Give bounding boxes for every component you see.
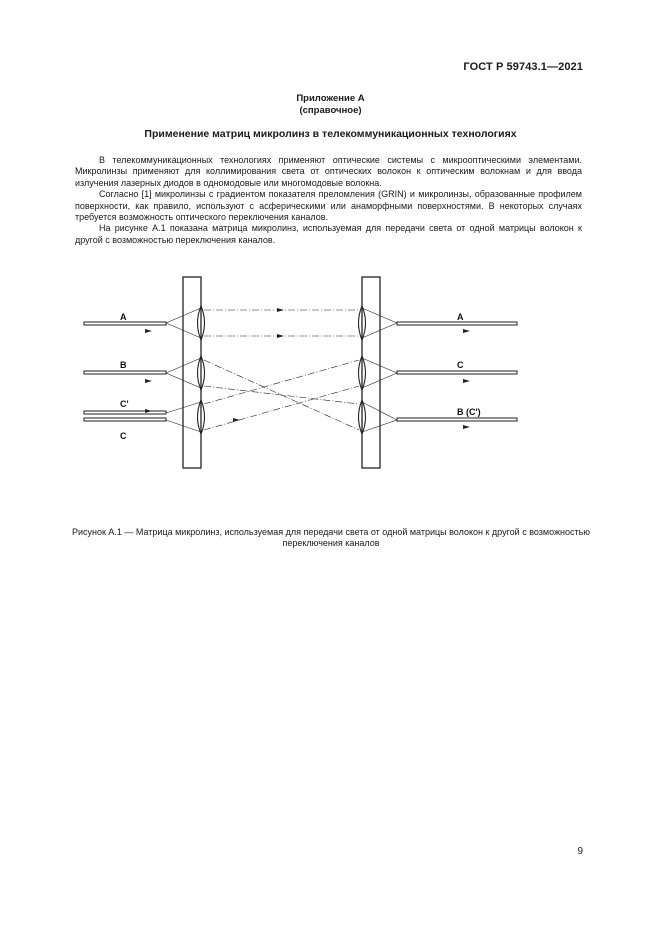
optical-beams xyxy=(204,310,359,430)
microlens-array-diagram xyxy=(80,275,522,475)
figure-caption: Рисунок А.1 — Матрица микролинз, используемая для передачи света от одной матрицы волокон к другой с возможностью переключения каналов xyxy=(71,527,591,549)
section-title: Применение матриц микролинз в телекоммуникационных технологиях xyxy=(144,128,517,140)
left-lens-plate xyxy=(183,277,201,468)
right-label-a: A xyxy=(457,312,464,322)
left-label-c-prime: C' xyxy=(120,399,129,409)
right-lens-plate xyxy=(362,277,380,468)
body-text xyxy=(75,155,582,246)
right-label-c: C xyxy=(457,360,464,370)
appendix-title: Приложение А xyxy=(296,93,365,104)
appendix-subtitle: (справочное) xyxy=(299,105,362,116)
paragraph-2: Согласно [1] микролинзы с градиентом показателя преломления (GRIN) и микролинзы, образованные профилем поверхности, как правило, используют с асферическими или анаморфными поверхностями. В некоторых случаях требуется возможность оптического переключения каналов. xyxy=(75,189,582,223)
paragraph-1: В телекоммуникационных технологиях применяют оптические системы с микрооптическими элементами. Микролинзы применяют для коллимирования света от оптических волокон к оптическим волокнам и для ввода излучения лазерных диодов в одномодовые или многомодовые волокна. xyxy=(75,155,582,188)
page-number: 9 xyxy=(577,846,583,857)
document-code: ГОСТ Р 59743.1—2021 xyxy=(463,61,583,73)
paragraph-3: На рисунке А.1 показана матрица микролинз, используемая для передачи света от одной матрицы волокон к другой с возможностью переключения каналов. xyxy=(75,223,582,245)
left-label-b: B xyxy=(120,360,127,370)
left-label-a: A xyxy=(120,312,127,322)
left-label-c: C xyxy=(120,431,127,441)
direction-arrows xyxy=(145,308,470,429)
appendix-heading xyxy=(0,93,661,117)
right-label-b-c-prime: B (C') xyxy=(457,407,481,417)
